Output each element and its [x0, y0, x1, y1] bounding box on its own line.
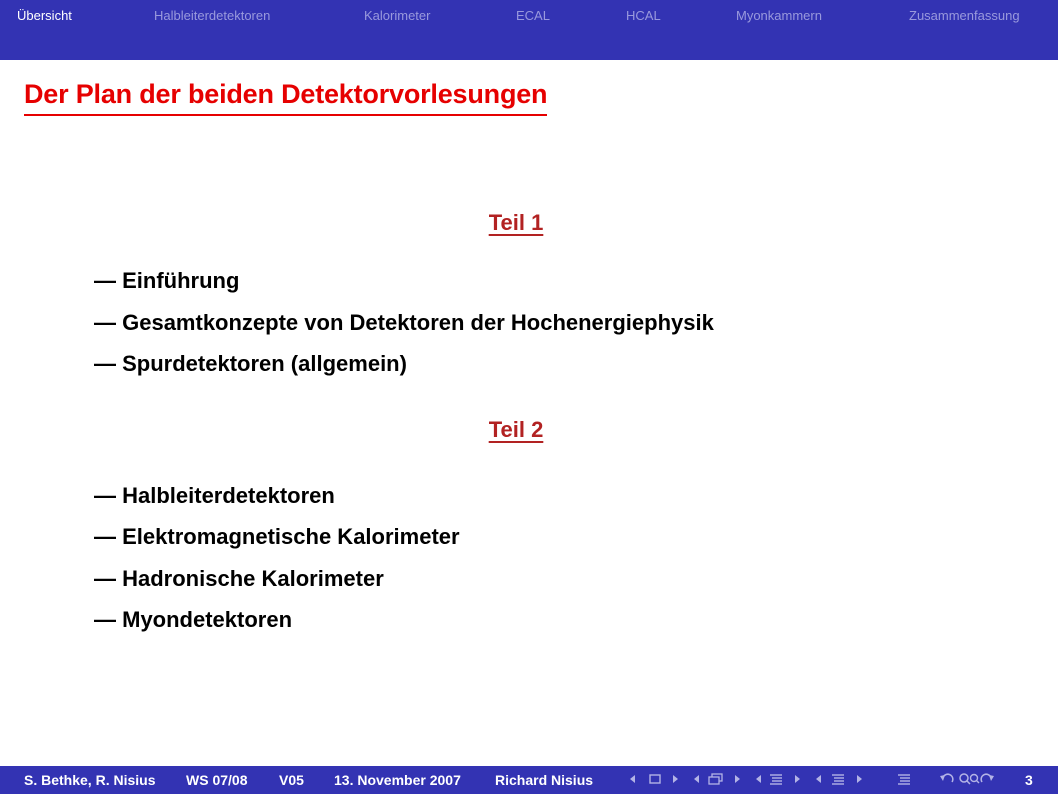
next-section-icon[interactable] — [794, 772, 802, 786]
section-heading-teil-2 — [0, 417, 1032, 443]
section-heading-text: Teil 1 — [488, 210, 544, 235]
nav-item-hcal[interactable]: HCAL — [626, 8, 661, 23]
list-item: — Elektromagnetische Kalorimeter — [94, 524, 460, 549]
back-icon[interactable] — [938, 772, 956, 786]
nav-item-uebersicht[interactable]: Übersicht — [17, 8, 72, 23]
search-icon[interactable] — [958, 772, 980, 786]
nav-item-kalorimeter[interactable]: Kalorimeter — [364, 8, 431, 23]
section-heading-teil-1 — [0, 210, 1032, 236]
nav-item-halbleiterdetektoren[interactable]: Halbleiterdetektoren — [154, 8, 271, 23]
page-number: 3 — [1025, 772, 1033, 788]
document-icon[interactable] — [830, 772, 846, 786]
nav-item-ecal[interactable]: ECAL — [516, 8, 550, 23]
list-item: — Gesamtkonzepte von Detektoren der Hochenergiephysik — [94, 310, 714, 335]
footer-bar — [0, 766, 1058, 794]
nav-item-myonkammern[interactable]: Myonkammern — [736, 8, 822, 23]
subsection-icon[interactable] — [706, 772, 726, 786]
prev-document-icon[interactable] — [814, 772, 822, 786]
frame-icon[interactable] — [648, 772, 662, 786]
forward-icon[interactable] — [978, 772, 996, 786]
next-frame-icon[interactable] — [672, 772, 680, 786]
list-item: — Einführung — [94, 268, 240, 293]
next-subsection-icon[interactable] — [734, 772, 742, 786]
footer-lecture: V05 — [279, 772, 304, 788]
prev-subsection-icon[interactable] — [692, 772, 700, 786]
section-icon[interactable] — [768, 772, 784, 786]
nav-item-zusammenfassung[interactable]: Zusammenfassung — [909, 8, 1020, 23]
section-heading-text: Teil 2 — [488, 417, 544, 442]
list-item: — Hadronische Kalorimeter — [94, 566, 384, 591]
frame-title: Der Plan der beiden Detektorvorlesungen — [24, 79, 547, 116]
prev-frame-icon[interactable] — [628, 772, 636, 786]
top-navigation-bar — [0, 0, 1058, 60]
list-item: — Halbleiterdetektoren — [94, 483, 335, 508]
footer-semester: WS 07/08 — [186, 772, 248, 788]
toc-icon[interactable] — [896, 772, 912, 786]
footer-date: 13. November 2007 — [334, 772, 461, 788]
footer-authors: S. Bethke, R. Nisius — [24, 772, 156, 788]
next-document-icon[interactable] — [856, 772, 864, 786]
list-item: — Myondetektoren — [94, 607, 293, 632]
prev-section-icon[interactable] — [754, 772, 762, 786]
list-item: — Spurdetektoren (allgemein) — [94, 351, 407, 376]
footer-speaker: Richard Nisius — [495, 772, 594, 788]
